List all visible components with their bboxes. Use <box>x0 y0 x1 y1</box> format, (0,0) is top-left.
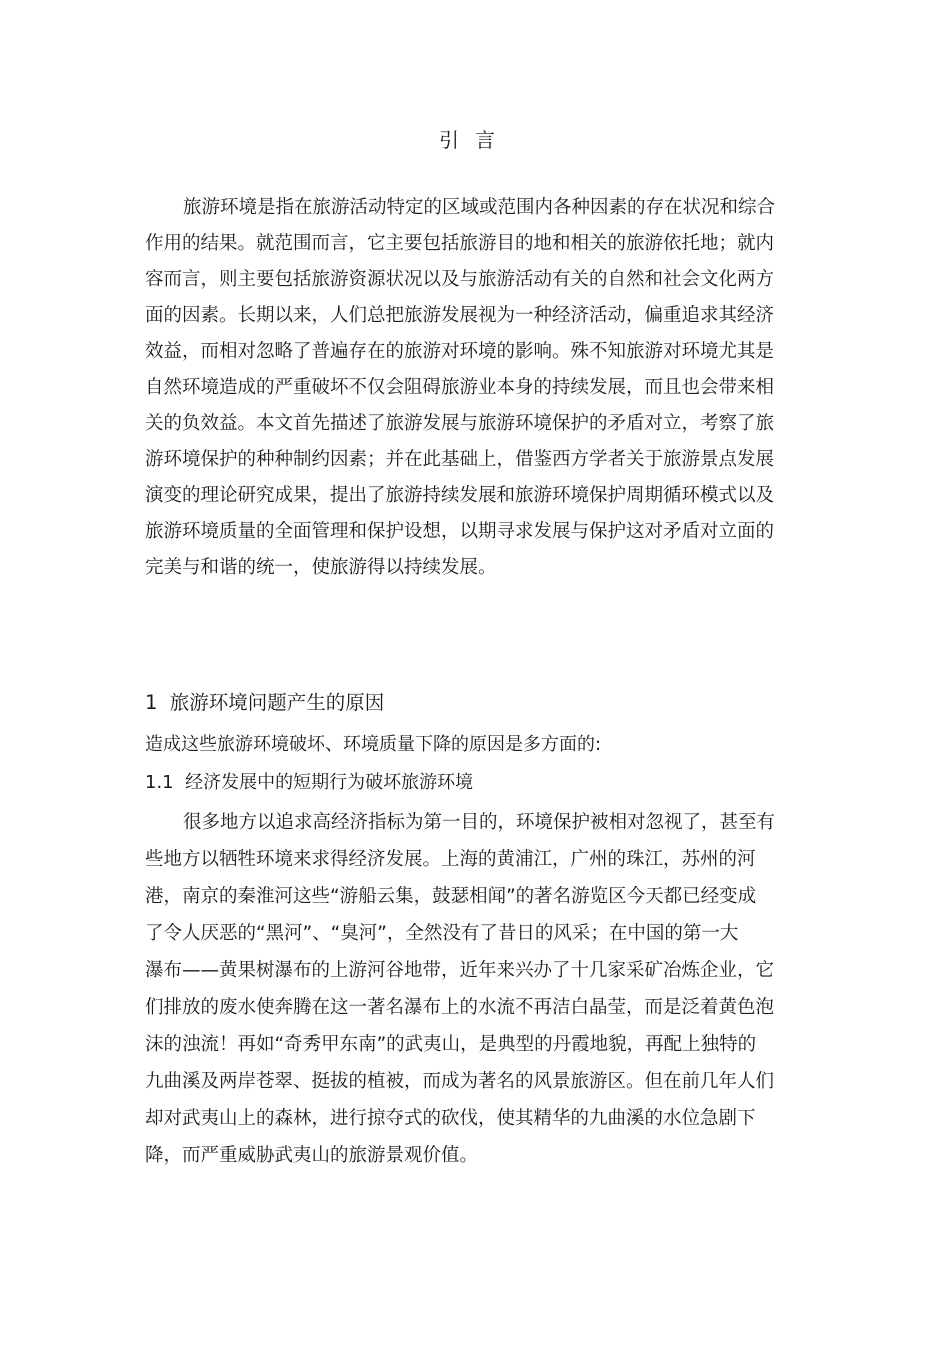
text-line: 降，而严重威胁武夷山的旅游景观价值。 <box>145 1145 479 1166</box>
text-line: 关的负效益。本文首先描述了旅游发展与旅游环境保护的矛盾对立，考察了旅 <box>145 413 775 434</box>
section-heading: 1 旅游环境问题产生的原因 <box>145 691 385 714</box>
text-line: 演变的理论研究成果，提出了旅游持续发展和旅游环境保护周期循环模式以及 <box>145 485 775 506</box>
text-line: 容而言，则主要包括旅游资源状况以及与旅游活动有关的自然和社会文化两方 <box>145 269 775 290</box>
section-intro: 造成这些旅游环境破坏、环境质量下降的原因是多方面的: <box>145 734 602 755</box>
text-line: 港，南京的秦淮河这些“游船云集，鼓瑟相闻”的著名游览区今天都已经变成 <box>145 886 757 907</box>
text-line: 完美与和谐的统一，使旅游得以持续发展。 <box>145 557 497 578</box>
text-line: 很多地方以追求高经济指标为第一目的，环境保护被相对忽视了，甚至有 <box>183 812 776 833</box>
page-title: 引言 <box>439 128 511 152</box>
intro-paragraph <box>145 190 776 586</box>
text-line: 旅游环境质量的全面管理和保护设想，以期寻求发展与保护这对矛盾对立面的 <box>145 521 775 542</box>
text-line: 作用的结果。就范围而言，它主要包括旅游目的地和相关的旅游依托地；就内 <box>145 233 775 254</box>
text-line: 瀑布——黄果树瀑布的上游河谷地带，近年来兴办了十几家采矿冶炼企业，它 <box>145 960 775 981</box>
text-line: 面的因素。长期以来，人们总把旅游发展视为一种经济活动，偏重追求其经济 <box>145 305 775 326</box>
subsection-paragraph <box>145 804 776 1174</box>
text-line: 旅游环境是指在旅游活动特定的区域或范围内各种因素的存在状况和综合 <box>183 197 776 218</box>
text-line: 们排放的废水使奔腾在这一著名瀑布上的水流不再洁白晶莹，而是泛着黄色泡 <box>145 997 775 1018</box>
text-line: 却对武夷山上的森林，进行掠夺式的砍伐，使其精华的九曲溪的水位急剧下 <box>145 1108 756 1129</box>
text-line: 些地方以牺牲环境来求得经济发展。上海的黄浦江，广州的珠江，苏州的河 <box>145 849 756 870</box>
subsection-heading: 1.1 经济发展中的短期行为破坏旅游环境 <box>145 772 474 793</box>
text-line: 了令人厌恶的“黑河”、“臭河”，全然没有了昔日的风采；在中国的第一大 <box>145 923 739 944</box>
text-line: 自然环境造成的严重破坏不仅会阻碍旅游业本身的持续发展，而且也会带来相 <box>145 377 775 398</box>
text-line: 沫的浊流！再如“奇秀甲东南”的武夷山，是典型的丹霞地貌，再配上独特的 <box>145 1034 757 1055</box>
text-line: 游环境保护的种种制约因素；并在此基础上，借鉴西方学者关于旅游景点发展 <box>145 449 775 470</box>
text-line: 效益，而相对忽略了普遍存在的旅游对环境的影响。殊不知旅游对环境尤其是 <box>145 341 775 362</box>
text-line: 九曲溪及两岸苍翠、挺拔的植被，而成为著名的风景旅游区。但在前几年人们 <box>145 1071 775 1092</box>
